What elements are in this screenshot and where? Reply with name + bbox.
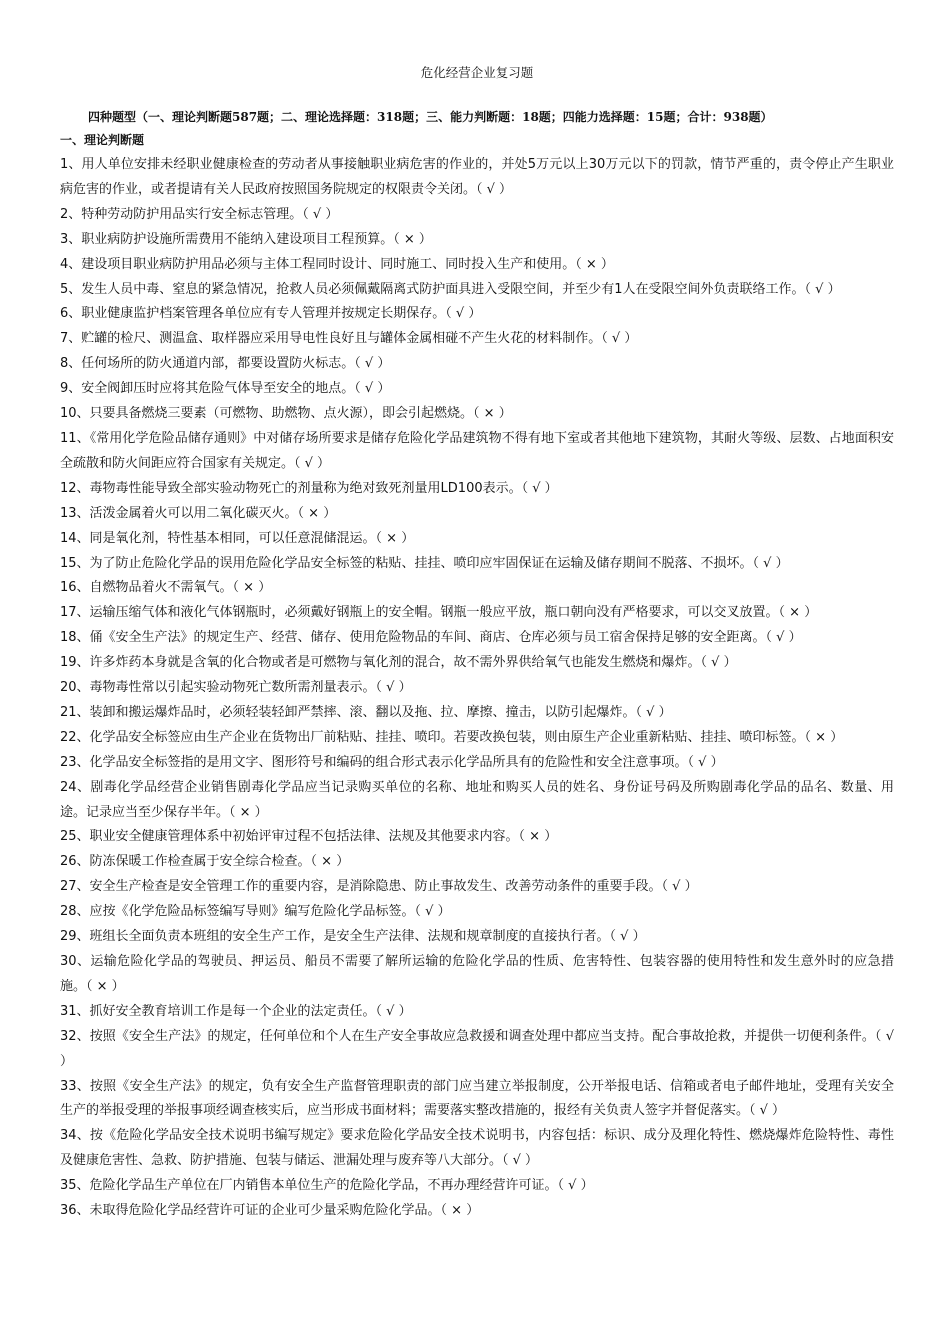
question-item: 8、任何场所的防火通道内部，都要设置防火标志。（ √ ） xyxy=(60,356,391,372)
question-item: 34、按《危险化学品安全技术说明书编写规定》要求危险化学品安全技术说明书，内容包括：标识、成分及理化特性、燃烧爆炸危险特性、毒性及健康危害性、急救、防护措施、包装与储运、泄漏处理与废弃等八大部分。（ √ ） xyxy=(60,1128,894,1169)
question-item: 33、按照《安全生产法》的规定，负有安全生产监督管理职责的部门应当建立举报制度，公开举报电话、信箱或者电子邮件地址，受理有关安全生产的举报受理的举报事项经调查核实后，应当形成书面材料；需要落实整改措施的，报经有关负责人签字并督促落实。（ √ ） xyxy=(60,1078,894,1119)
question-item: 7、贮罐的检尺、测温盒、取样器应采用导电性良好且与罐体金属相碰不产生火花的材料制作。（ √ ） xyxy=(60,331,638,347)
document-title: 危化经营企业复习题 xyxy=(420,65,534,80)
question-item: 15、为了防止危险化学品的误用危险化学品安全标签的粘贴、挂挂、喷印应牢固保证在运输及储存期间不脱落、不损坏。（ √ ） xyxy=(60,555,789,571)
question-item: 30、运输危险化学品的驾驶员、押运员、船员不需要了解所运输的危险化学品的性质、危害特性、包装容器的使用特性和发生意外时的应急措施。（ × ） xyxy=(60,954,894,994)
question-item: 9、安全阀卸压时应将其危险气体导至安全的地点。（ √ ） xyxy=(60,381,391,397)
question-item: 36、未取得危险化学品经营许可证的企业可少量采购危险化学品。（ × ） xyxy=(60,1203,480,1219)
question-item: 28、应按《化学危险品标签编写导则》编写危险化学品标签。（ √ ） xyxy=(60,904,451,920)
question-item: 24、剧毒化学品经营企业销售剧毒化学品应当记录购买单位的名称、地址和购买人员的姓名、身份证号码及所购剧毒化学品的品名、数量、用途。记录应当至少保存半年。（ × ） xyxy=(60,779,894,820)
question-item: 10、只要具备燃烧三要素（可燃物、助燃物、点火源），即会引起燃烧。（ × ） xyxy=(60,406,512,422)
question-item: 19、许多炸药本身就是含氧的化合物或者是可燃物与氧化剂的混合，故不需外界供给氧气也能发生燃烧和爆炸。（ √ ） xyxy=(60,655,737,671)
question-item: 11、《常用化学危险品储存通则》中对储存场所要求是储存危险化学品建筑物不得有地下室或者其他地下建筑物，其耐火等级、层数、占地面积安全疏散和防火间距应符合国家有关规定。（ √ ） xyxy=(60,430,894,471)
question-item: 35、危险化学品生产单位在厂内销售本单位生产的危险化学品，不再办理经营许可证。（ √ ） xyxy=(60,1178,594,1194)
question-item: 16、自燃物品着火不需氧气。（ × ） xyxy=(60,580,272,596)
question-item: 6、职业健康监护档案管理各单位应有专人管理并按规定长期保存。（ √ ） xyxy=(60,306,482,322)
question-item: 27、安全生产检查是安全管理工作的重要内容，是消除隐患、防止事故发生、改善劳动条件的重要手段。（ √ ） xyxy=(60,879,698,895)
question-item: 20、毒物毒性常以引起实验动物死亡数所需剂量表示。（ √ ） xyxy=(60,680,412,696)
question-item: 3、职业病防护设施所需费用不能纳入建设项目工程预算。（ × ） xyxy=(60,231,432,247)
question-item: 26、防冻保暖工作检查属于安全综合检查。（ × ） xyxy=(60,854,350,870)
question-item: 21、装卸和搬运爆炸品时，必须轻装轻卸严禁摔、滚、翻以及拖、拉、摩擦、撞击，以防引起爆炸。（ √ ） xyxy=(60,704,672,720)
question-item: 17、运输压缩气体和液化气体钢瓶时，必须戴好钢瓶上的安全帽。钢瓶一般应平放，瓶口朝向没有严格要求，可以交叉放置。（ × ） xyxy=(60,605,818,621)
question-item: 29、班组长全面负责本班组的安全生产工作，是安全生产法律、法规和规章制度的直接执行者。（ √ ） xyxy=(60,929,646,945)
question-item: 18、俑《安全生产法》的规定生产、经营、储存、使用危险物品的车间、商店、仓库必须与员工宿舍保持足够的安全距离。（ √ ） xyxy=(60,630,802,646)
question-item: 14、同是氧化剂，特性基本相同，可以任意混储混运。（ × ） xyxy=(60,530,415,546)
question-item: 1、用人单位安排未经职业健康检查的劳动者从事接触职业病危害的作业的，并处5万元以上30万元以下的罚款，情节严重的，责令停止产生职业病危害的作业，或者提请有关人民政府按照国务院规定的权限责令关闭。（ √ ） xyxy=(60,157,894,197)
question-type-summary: 四种题型（一、理论判断题587题；二、理论选择题：318题；三、能力判断题：18题；四能力选择题：15题；合计：938题） xyxy=(88,110,773,124)
question-item: 31、抓好安全教育培训工作是每一个企业的法定责任。（ √ ） xyxy=(60,1003,412,1019)
section-heading: 一、理论判断题 xyxy=(60,133,145,147)
question-item: 12、毒物毒性能导致全部实验动物死亡的剂量称为绝对致死剂量用LD100表示。（ √ ） xyxy=(60,480,558,496)
question-item: 32、按照《安全生产法》的规定，任何单位和个人在生产安全事故应急救援和调查处理中都应当支持。配合事故抢救，并提供一切便利条件。（ √ ） xyxy=(60,1028,894,1069)
question-item: 25、职业安全健康管理体系中初始评审过程不包括法律、法规及其他要求内容。（ × ） xyxy=(60,829,558,845)
question-item: 4、建设项目职业病防护用品必须与主体工程同时设计、同时施工、同时投入生产和使用。（ × ） xyxy=(60,256,614,272)
question-item: 2、特种劳动防护用品实行安全标志管理。（ √ ） xyxy=(60,206,339,222)
question-item: 5、发生人员中毒、窒息的紧急情况，抢救人员必须佩戴隔离式防护面具进入受限空间，并至少有1人在受限空间外负责联络工作。（ √ ） xyxy=(60,281,841,297)
question-item: 22、化学品安全标签应由生产企业在货物出厂前粘贴、挂挂、喷印。若要改换包装，则由原生产企业重新粘贴、挂挂、喷印标签。（ × ） xyxy=(60,729,844,745)
question-item: 13、活泼金属着火可以用二氧化碳灭火。（ × ） xyxy=(60,505,337,521)
question-list xyxy=(60,153,894,1224)
question-item: 23、化学品安全标签指的是用文字、图形符号和编码的组合形式表示化学品所具有的危险性和安全注意事项。（ √ ） xyxy=(60,754,724,770)
